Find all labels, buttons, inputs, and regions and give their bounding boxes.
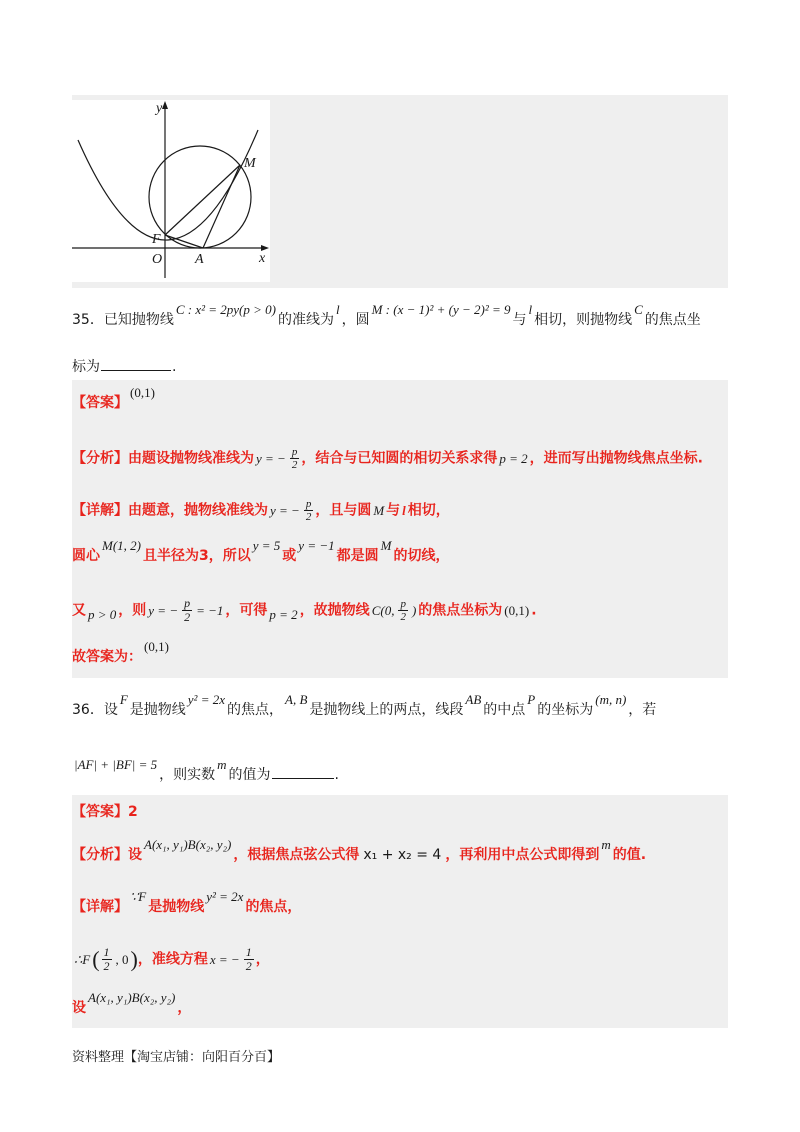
analysis-text: ，进而写出抛物线焦点坐标. xyxy=(529,450,703,467)
question-text: 是抛物线 xyxy=(129,702,186,718)
detail-text: 故答案为： xyxy=(72,649,142,665)
q36-answer-line xyxy=(72,803,138,821)
math-expression: AB xyxy=(465,692,482,707)
detail-text: 【详解】由题意，抛物线准线为 xyxy=(72,502,268,519)
page-footer xyxy=(72,1049,280,1067)
math-expression: M xyxy=(373,502,385,518)
math-expression: y = −1 xyxy=(298,538,335,553)
q36-detail-line-3 xyxy=(72,990,192,1017)
math-expression: y² = 2x xyxy=(206,889,244,904)
footer-text: 资料整理【淘宝店铺：向阳百分百】 xyxy=(72,1050,281,1065)
q35-final-answer-line xyxy=(72,639,171,666)
q35-answer-line xyxy=(72,385,157,412)
fraction xyxy=(304,498,314,523)
right-paren: ) xyxy=(130,946,138,972)
math-expression: y = 5 xyxy=(252,538,281,553)
fraction xyxy=(182,597,192,624)
math-expression: m xyxy=(601,837,611,852)
detail-text: 又 xyxy=(72,602,86,619)
q35-solution-panel xyxy=(72,380,728,678)
fraction-denominator: 2 xyxy=(245,959,252,973)
point-m-label: M xyxy=(244,156,256,171)
question-text: 标为 xyxy=(72,359,100,375)
detail-text: 的切线， xyxy=(393,548,450,564)
question-text: 36．设 xyxy=(72,702,118,718)
fraction-numerator: p xyxy=(305,498,312,510)
question-text: 的坐标为 xyxy=(537,702,594,718)
fraction-numerator: p xyxy=(184,596,191,610)
question-text: . xyxy=(334,767,339,783)
analysis-text: 【分析】设 xyxy=(72,847,142,863)
math-expression: C(0, xyxy=(371,602,395,618)
answer-label: 【答案】 xyxy=(72,395,128,411)
question-text: 相切，则抛物线 xyxy=(534,312,633,328)
detail-text: ，准线方程 xyxy=(137,951,208,968)
math-expression: C : x² = 2py(p > 0) xyxy=(175,302,276,317)
figure-background xyxy=(72,100,270,282)
detail-text: 或 xyxy=(282,548,297,564)
answer-label: 【答案】2 xyxy=(72,804,138,820)
analysis-text: 【分析】由题设抛物线准线为 xyxy=(72,450,254,467)
math-expression: (0,1) xyxy=(504,602,530,618)
math-expression: x = − xyxy=(209,951,240,967)
y-axis-label: y xyxy=(156,101,163,116)
geometry-figure xyxy=(72,100,270,282)
fraction-denominator: 2 xyxy=(103,959,110,973)
q35-stem-line-2 xyxy=(72,356,176,376)
fraction-denominator: 2 xyxy=(291,459,298,471)
math-expression: (0,1) xyxy=(144,639,169,654)
detail-text: ，则 xyxy=(118,602,147,619)
fraction xyxy=(398,598,408,623)
q35-stem-line-1 xyxy=(72,302,701,329)
detail-text: 都是圆 xyxy=(336,548,379,564)
detail-text: 是抛物线 xyxy=(148,899,205,915)
math-expression: M(1, 2) xyxy=(102,538,141,553)
q36-stem-line-1 xyxy=(72,692,657,719)
math-expression: y² = 2x xyxy=(187,692,225,707)
detail-text: ， xyxy=(255,951,270,968)
math-expression: (0,1) xyxy=(130,385,155,400)
fraction-numerator: 1 xyxy=(103,945,110,959)
math-expression: M : (x − 1)² + (y − 2)² = 9 xyxy=(371,302,511,317)
analysis-text: 的值. xyxy=(612,847,647,863)
question-text: 的值为 xyxy=(228,767,271,783)
question-text: 的焦点， xyxy=(227,702,283,718)
left-paren: ( xyxy=(92,946,100,972)
detail-text: ，故抛物线 xyxy=(299,602,370,619)
math-expression: A(x₁, y₁)B(x₂, y₂) xyxy=(144,837,232,852)
question-text: 35．已知抛物线 xyxy=(72,312,174,328)
fraction-denominator: 2 xyxy=(184,610,191,624)
math-expression: x₁ + x₂ = 4 xyxy=(363,847,442,863)
math-expression: ∴F xyxy=(74,951,91,967)
math-expression: C xyxy=(634,302,643,317)
point-f-label: F xyxy=(152,232,161,247)
q35-analysis-line xyxy=(72,446,703,471)
detail-text: . xyxy=(531,602,537,619)
fraction-numerator: p xyxy=(291,446,298,458)
math-expression: p = 2 xyxy=(499,450,528,466)
question-text: 的准线为 xyxy=(277,312,334,328)
math-expression: p > 0 xyxy=(88,606,117,622)
detail-text: ，且与圆 xyxy=(315,502,372,519)
math-expression: m xyxy=(217,757,227,772)
fraction xyxy=(102,946,112,973)
detail-text: 设 xyxy=(72,1000,86,1016)
math-expression: F xyxy=(119,692,128,707)
math-expression: , 0 xyxy=(115,951,129,967)
detail-text: ，可得 xyxy=(225,602,268,619)
fraction-numerator: 1 xyxy=(245,945,252,959)
question-text: 与 xyxy=(512,312,527,328)
point-a-label: A xyxy=(195,252,204,267)
detail-text: 圆心 xyxy=(72,548,100,564)
q36-detail-line-1 xyxy=(72,889,302,916)
detail-text: 且半径为3，所以 xyxy=(143,548,251,564)
math-expression: A(x₁, y₁)B(x₂, y₂) xyxy=(88,990,176,1005)
math-expression: y = − xyxy=(270,502,300,518)
math-expression: P xyxy=(527,692,536,707)
math-expression: = −1 xyxy=(196,602,224,618)
question-text: ，圆 xyxy=(341,312,370,328)
math-expression: |AF| + |BF| = 5 xyxy=(74,757,158,772)
question-text: 的中点 xyxy=(483,702,526,718)
fraction xyxy=(244,946,254,973)
detail-text: 的焦点坐标为 xyxy=(418,602,503,619)
detail-text: 与 xyxy=(386,502,401,519)
question-text: 的焦点坐 xyxy=(644,312,701,328)
q36-stem-line-2 xyxy=(72,757,339,784)
analysis-text: ，结合与已知圆的相切关系求得 xyxy=(301,450,498,467)
math-expression: l xyxy=(528,302,533,317)
math-expression: A, B xyxy=(285,692,308,707)
fraction-numerator: p xyxy=(400,598,406,610)
origin-label: O xyxy=(152,252,163,267)
detail-text: ， xyxy=(177,1000,192,1016)
math-expression: p = 2 xyxy=(269,606,298,622)
math-expression: ) xyxy=(411,602,417,618)
fraction-denominator: 2 xyxy=(305,511,312,523)
x-axis-label: x xyxy=(259,251,266,266)
fraction-denominator: 2 xyxy=(400,611,406,623)
question-text: ，则实数 xyxy=(159,767,216,783)
answer-blank xyxy=(272,764,334,779)
q36-detail-line-2 xyxy=(72,946,270,973)
math-expression: ∵F xyxy=(130,889,147,904)
analysis-text: ，根据焦点弦公式得 xyxy=(233,847,360,863)
q35-detail-line-2 xyxy=(72,538,450,565)
math-expression: M xyxy=(380,538,392,553)
detail-text: 相切， xyxy=(407,502,450,519)
analysis-text: ，再利用中点公式即得到 xyxy=(445,847,600,863)
math-expression: y = − xyxy=(256,450,286,466)
q36-analysis-line xyxy=(72,837,647,864)
math-expression: (m, n) xyxy=(595,692,627,707)
math-expression: y = − xyxy=(148,602,179,618)
math-expression: l xyxy=(402,502,406,518)
detail-text: 【详解】 xyxy=(72,899,128,915)
detail-text: 的焦点， xyxy=(245,899,302,915)
question-text: ，若 xyxy=(628,702,657,718)
answer-blank xyxy=(101,356,171,371)
q35-detail-line-3 xyxy=(72,597,537,624)
math-expression: l xyxy=(335,302,340,317)
question-text: 是抛物线上的两点，线段 xyxy=(309,702,464,718)
question-text: . xyxy=(172,359,177,375)
q35-detail-line-1 xyxy=(72,498,450,523)
fraction xyxy=(290,446,300,471)
